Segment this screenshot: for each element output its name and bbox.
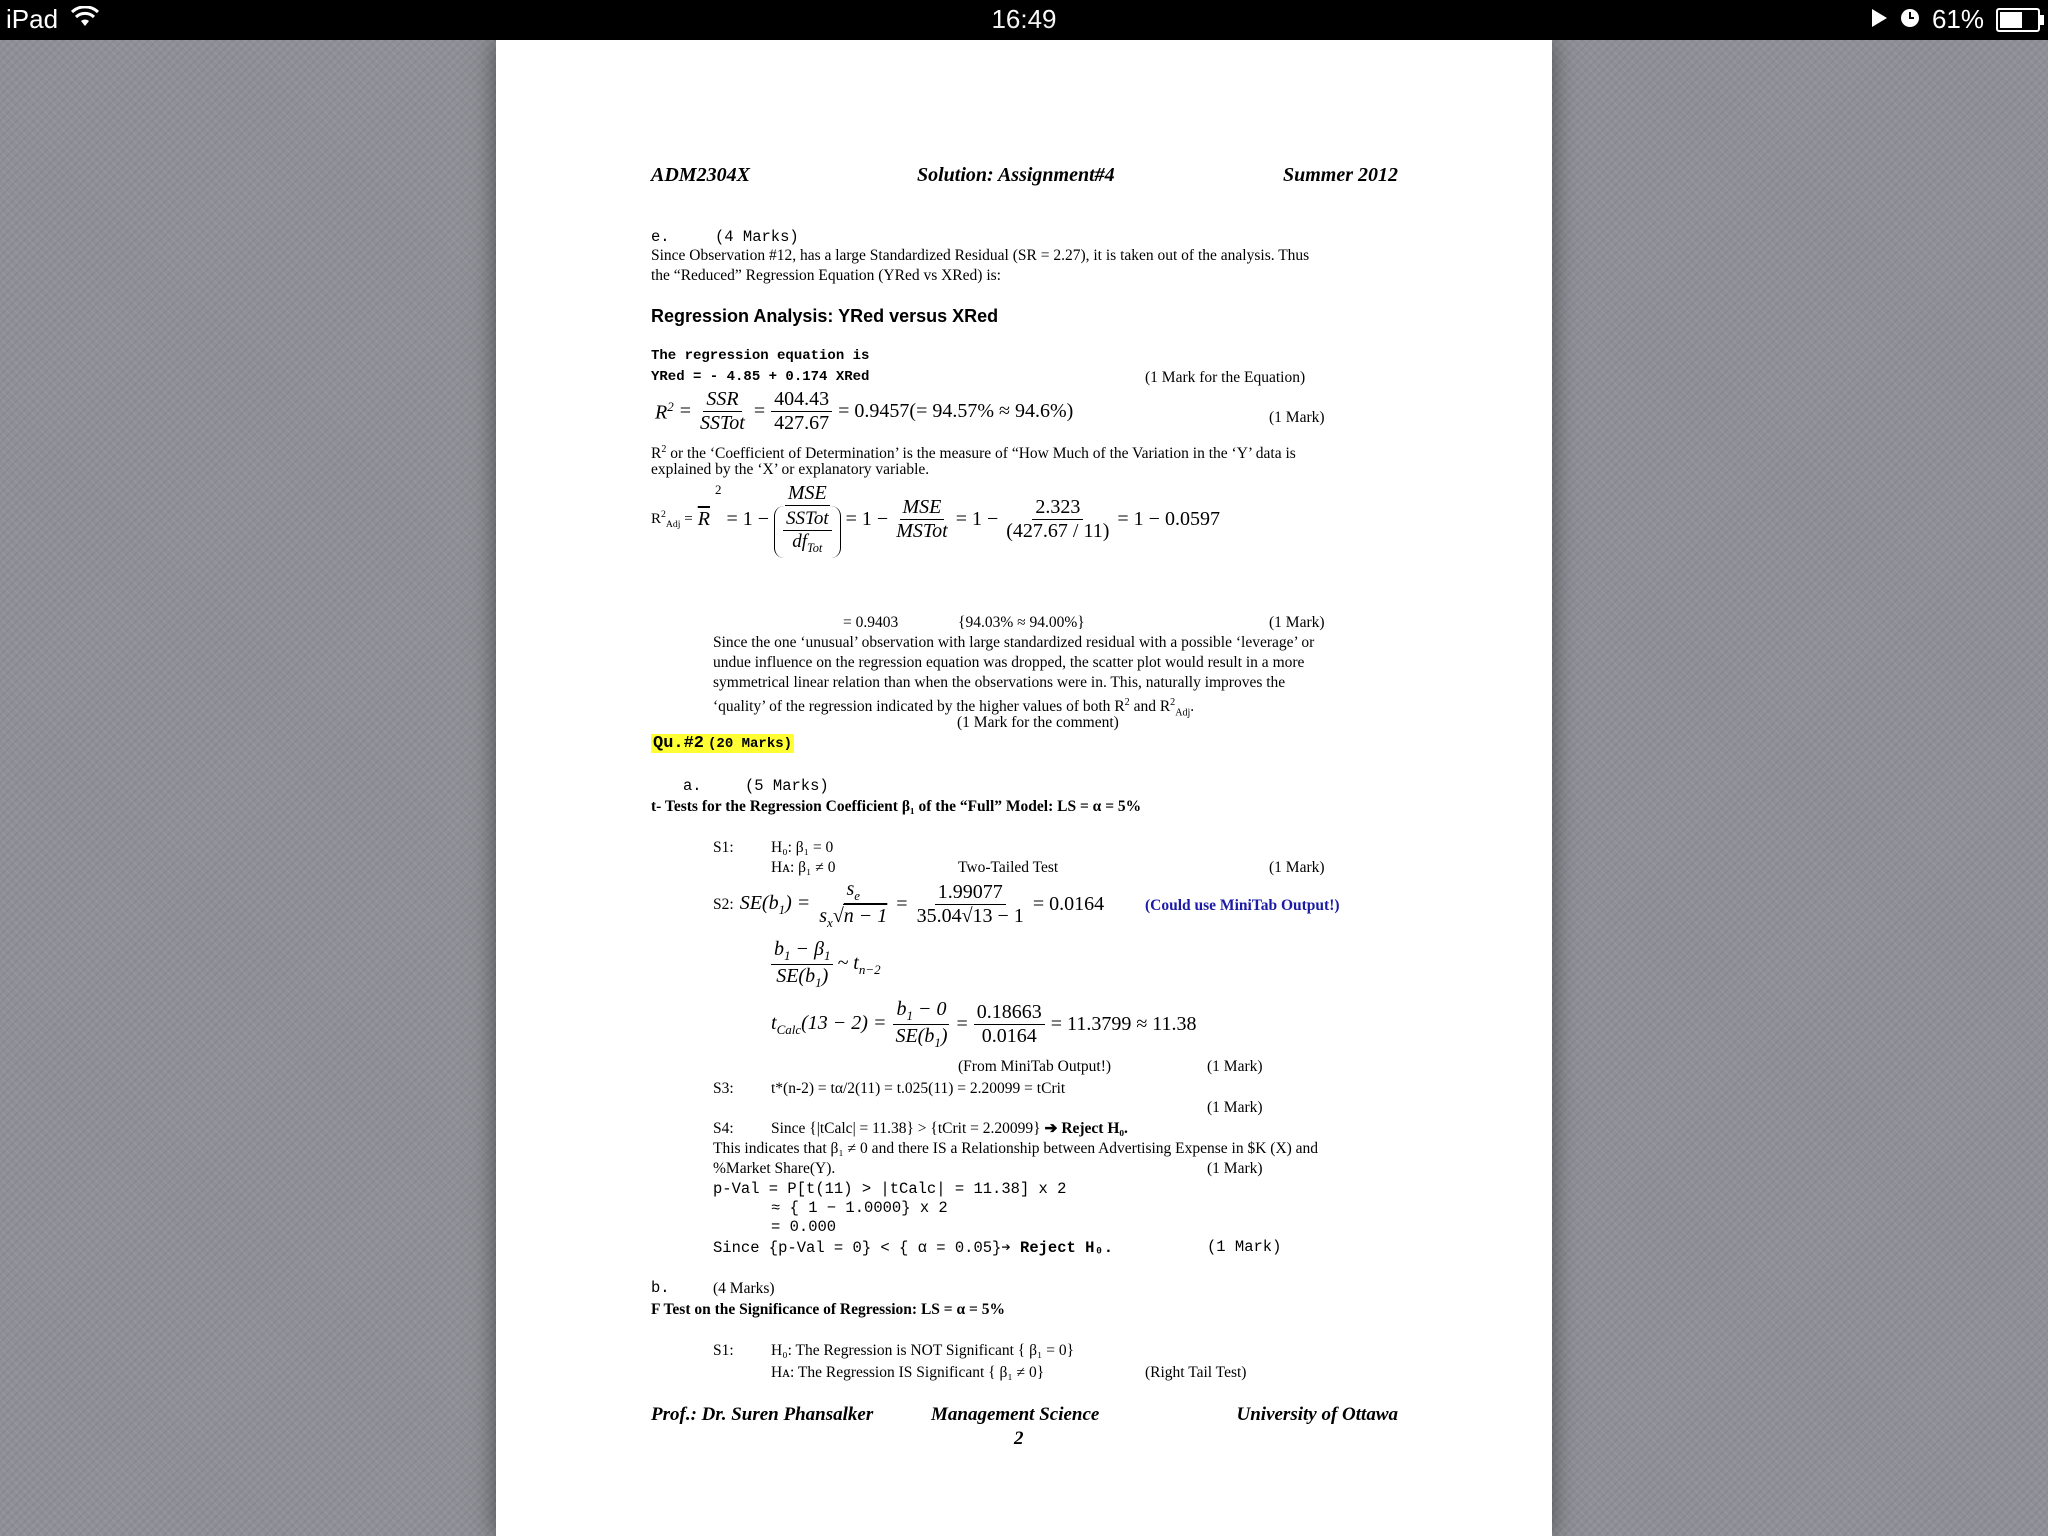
header-title: Solution: Assignment#4 bbox=[917, 164, 1115, 186]
header-term: Summer 2012 bbox=[1282, 164, 1398, 186]
r2-adj-formula: $R^2_{Adj}$ = $\overline{R}$ 2 = 1 − $\frac{\text{MSE}}{\frac{\text{SSTot}}{df_{Tot}}}$ = 1 − $\frac{\text{MSE}}{\text{MSTot}}$ = 1 − $\frac{2.323}{(427.67 / 11)}$ = 1 − 0.0597 bbox=[651, 482, 1220, 558]
adj-den: (427.67 / 11) bbox=[1006, 520, 1110, 543]
part-e-intro-2: the “Reduced” Regression Equation (YRed vs XRed) is: bbox=[651, 267, 1001, 284]
r2-expl-1-text: or the ‘Coefficient of Determination’ is the measure of “How Much of the Variation in the ‘Y’ data is bbox=[670, 445, 1296, 463]
se-num: 1.99077 bbox=[935, 881, 1006, 905]
eq-mark: (1 Mark for the Equation) bbox=[1145, 369, 1306, 386]
comment-4-text: ‘quality’ of the regression indicated by the higher values of both bbox=[713, 698, 1111, 716]
s2-mark: (1 Mark) bbox=[1207, 1058, 1263, 1075]
se-result: = 0.0164 bbox=[1032, 893, 1105, 915]
part-b-marks: (4 Marks) bbox=[713, 1280, 775, 1297]
pval-since-line bbox=[713, 1238, 1113, 1257]
t-den: 0.0164 bbox=[981, 1025, 1037, 1047]
pval-reject: Reject H₀. bbox=[1020, 1239, 1114, 1257]
adj-result: = 1 − 0.0597 bbox=[1117, 508, 1220, 531]
r2-den: 427.67 bbox=[774, 412, 830, 434]
arrow-icon: ➔ bbox=[1044, 1120, 1058, 1137]
part-b-label: b. bbox=[651, 1279, 670, 1297]
b-right-tail: (Right Tail Test) bbox=[1145, 1364, 1247, 1381]
s4-mark: (1 Mark) bbox=[1207, 1160, 1263, 1177]
s3-label: S3: bbox=[713, 1080, 734, 1097]
s4-text: Since {|tCalc| = 11.38} > {tCrit = 2.20099} bbox=[771, 1120, 1041, 1137]
two-tailed: Two-Tailed Test bbox=[958, 859, 1059, 876]
r2-expl-1: $R^2$ or the ‘Coefficient of Determination’ is the measure of “How Much of the Variation in the ‘Y’ data is bbox=[651, 444, 1296, 463]
clock-lock-icon bbox=[1900, 4, 1920, 35]
r2-formula: $R^2$ = $\frac{\text{SSR}}{\text{SSTot}}$ = $\frac{404.43}{427.67}$ = 0.9457(= 94.57% ≈ 94.6%) bbox=[655, 388, 1074, 434]
part-e-intro-1: Since Observation #12, has a large Standardized Residual (SR = 2.27), it is taken out of the analysis. Thus bbox=[651, 247, 1310, 264]
regression-title: Regression Analysis: YRed versus XRed bbox=[651, 306, 999, 326]
part-e-label: e. bbox=[651, 228, 670, 246]
footer-dept: Management Science bbox=[931, 1404, 1100, 1425]
adj-sstot: SSTot bbox=[783, 508, 832, 531]
s1-label: S1: bbox=[713, 839, 734, 856]
s2-label: S2: bbox=[713, 895, 734, 913]
page-number: 2 bbox=[1014, 1428, 1024, 1449]
comment-4: ‘quality’ of the regression indicated by the higher values of both $R^2$ and $R^2_{Adj}$. bbox=[713, 697, 1195, 719]
device-name: iPad bbox=[6, 4, 59, 34]
part-a-heading: t- Tests for the Regression Coefficient β₁ of the “Full” Model: LS = α = 5% bbox=[651, 798, 1142, 815]
part-e-marks: (4 Marks) bbox=[715, 228, 799, 246]
adj-mark: (1 Mark) bbox=[1269, 614, 1325, 631]
r2-mark: (1 Mark) bbox=[1269, 409, 1325, 426]
footer-prof: Prof.: Dr. Suren Phansalker bbox=[651, 1404, 874, 1425]
adj-mse-2: MSE bbox=[900, 496, 945, 520]
s4-expl-1: This indicates that β₁ ≠ 0 and there IS a Relationship between Advertising Expense in $K (X) and bbox=[713, 1140, 1319, 1157]
adj-value: = 0.9403 bbox=[843, 614, 899, 631]
minitab-note: (Could use MiniTab Output!) bbox=[1145, 897, 1340, 914]
s4-expl-2: %Market Share(Y). bbox=[713, 1160, 836, 1177]
qu2-title bbox=[651, 734, 794, 753]
adj-dftot: df bbox=[792, 531, 808, 552]
t-num: 0.18663 bbox=[974, 1001, 1045, 1025]
comment-mark: (1 Mark for the comment) bbox=[957, 714, 1119, 731]
b-s1-label: S1: bbox=[713, 1342, 734, 1359]
clock: 16:49 bbox=[991, 4, 1057, 34]
play-icon bbox=[1870, 4, 1888, 35]
s1-h0: H₀: β₁ = 0 bbox=[771, 839, 834, 856]
t-result: = 11.3799 ≈ 11.38 bbox=[1050, 1013, 1197, 1035]
r2-num: 404.43 bbox=[771, 388, 832, 412]
adj-num: 2.323 bbox=[1032, 496, 1083, 520]
se-formula: S2: $SE(b_1)$ = $\frac{s_e}{s_x√n - 1}$ = $\frac{1.99077}{35.04√13 - 1}$ = 0.0164 bbox=[713, 878, 1105, 930]
part-b-heading: F Test on the Significance of Regression: LS = α = 5% bbox=[651, 1301, 1005, 1318]
status-bar bbox=[0, 0, 2048, 40]
adj-mstot: MSTot bbox=[896, 520, 948, 543]
t-distribution: $\frac{b_1 - \beta_1}{SE(b_1)}$ ~ $t_{n-2}$ bbox=[771, 938, 881, 991]
r2-sstot: SSTot bbox=[700, 412, 745, 434]
s3-mark: (1 Mark) bbox=[1207, 1099, 1263, 1116]
pval-mark: (1 Mark) bbox=[1207, 1238, 1282, 1256]
comment-3: symmetrical linear relation than when the observations were in. This, naturally improves the bbox=[713, 674, 1286, 691]
pval-since: Since {p-Val = 0} < { α = 0.05} bbox=[713, 1239, 1002, 1257]
eq-label: The regression equation is bbox=[651, 348, 870, 364]
header-course: ADM2304X bbox=[651, 164, 750, 186]
part-a-marks: (5 Marks) bbox=[745, 777, 829, 795]
s4-reject: Reject H₀. bbox=[1061, 1120, 1128, 1137]
comment-2: undue influence on the regression equation was dropped, the scatter plot would result in a more bbox=[713, 654, 1305, 671]
battery-fill bbox=[2000, 12, 2022, 28]
pval-line-3: = 0.000 bbox=[771, 1218, 837, 1236]
b-h0: H₀: The Regression is NOT Significant { β₁ = 0} bbox=[771, 1342, 1075, 1359]
s1-ha: Hᴀ: β₁ ≠ 0 bbox=[771, 859, 836, 876]
t-calc-formula: $t_{Calc}(13 - 2)$ = $\frac{b_1 - 0}{SE(b_1)}$ = $\frac{0.18663}{0.0164}$ = 11.3799 ≈ 11.38 bbox=[771, 998, 1197, 1050]
qu2-marks: (20 Marks) bbox=[708, 736, 793, 752]
adj-mse-1: MSE bbox=[785, 482, 830, 506]
se-den: 35.04√13 − 1 bbox=[916, 905, 1024, 927]
r2-ssr: SSR bbox=[703, 388, 741, 412]
footer-university: University of Ottawa bbox=[1236, 1404, 1398, 1425]
part-a-label: a. bbox=[683, 777, 702, 795]
s3-text: t*(n-2) = tα/2(11) = t.025(11) = 2.20099 = tCrit bbox=[771, 1080, 1066, 1097]
comment-1: Since the one ‘unusual’ observation with large standardized residual with a possible ‘leverage’ or bbox=[713, 634, 1315, 651]
battery-percent: 61% bbox=[1931, 4, 1984, 34]
b-ha: Hᴀ: The Regression IS Significant { β₁ ≠ 0} bbox=[771, 1364, 1045, 1381]
pval-line-2: ≈ { 1 − 1.0000} x 2 bbox=[771, 1199, 948, 1217]
r2-expl-2: explained by the ‘X’ or explanatory variable. bbox=[651, 461, 930, 478]
arrow-icon-2: ➔ bbox=[1001, 1239, 1011, 1257]
s4-line bbox=[771, 1119, 1128, 1139]
from-minitab: (From MiniTab Output!) bbox=[958, 1058, 1112, 1075]
adj-pct: {94.03% ≈ 94.00%} bbox=[958, 614, 1085, 631]
r2-result: = 0.9457(= 94.57% ≈ 94.6%) bbox=[838, 400, 1074, 422]
document-page[interactable] bbox=[496, 40, 1552, 1536]
s1-mark: (1 Mark) bbox=[1269, 859, 1325, 876]
regression-equation: YRed = - 4.85 + 0.174 XRed bbox=[651, 369, 870, 385]
pval-line-1: p-Val = P[t(11) > |tCalc| = 11.38] x 2 bbox=[713, 1180, 1067, 1198]
battery-icon bbox=[1996, 8, 2040, 32]
s4-label: S4: bbox=[713, 1120, 734, 1137]
qu2-title-text: Qu.#2 bbox=[653, 734, 705, 753]
